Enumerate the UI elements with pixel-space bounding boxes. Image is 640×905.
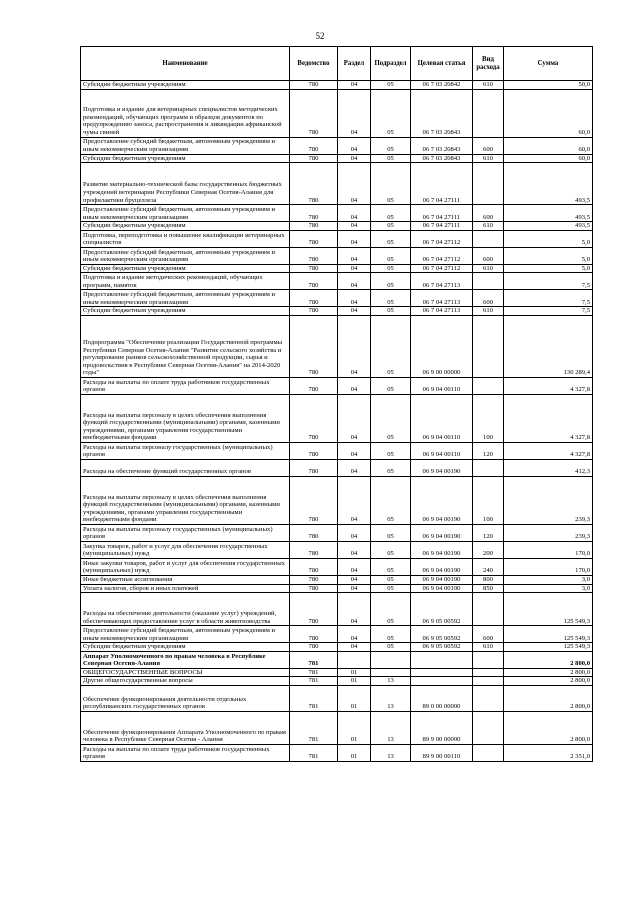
- cell-podrazdel: 13: [371, 677, 411, 686]
- cell-expense-type: 610: [473, 307, 504, 316]
- cell-expense-type: [473, 163, 504, 205]
- cell-razdel: 04: [338, 290, 371, 307]
- cell-name: Уплата налогов, сборов и иных платежей: [81, 584, 290, 593]
- table-row: [81, 154, 593, 163]
- table-row: [81, 230, 593, 247]
- cell-ved: 780: [290, 273, 338, 290]
- cell-sum: 125 549,3: [504, 643, 593, 652]
- cell-ved: 780: [290, 81, 338, 90]
- cell-ved: 781: [290, 685, 338, 711]
- cell-name: Расходы на выплаты персоналу государственных (муниципальных) органов: [81, 442, 290, 459]
- cell-expense-type: 600: [473, 205, 504, 222]
- cell-expense-type: [473, 89, 504, 137]
- cell-sum: 2 800,0: [504, 711, 593, 744]
- cell-name: Расходы на выплаты персоналу в целях обеспечения выполнения функций государственными (муниципальными) органами, казенными учреждениями, органами управления государственными внебюджетными фондами: [81, 476, 290, 524]
- cell-name: Предоставление субсидий бюджетным, автономным учреждениям и иным некоммерческим организациям: [81, 205, 290, 222]
- cell-ved: 780: [290, 394, 338, 442]
- cell-razdel: 04: [338, 81, 371, 90]
- cell-razdel: 04: [338, 230, 371, 247]
- table-row: [81, 247, 593, 264]
- table-row: [81, 651, 593, 668]
- cell-target-article: 06 9 05 00592: [411, 626, 473, 643]
- table-row: [81, 315, 593, 377]
- table-row: [81, 643, 593, 652]
- cell-razdel: 01: [338, 677, 371, 686]
- cell-target-article: 06 7 03 20842: [411, 81, 473, 90]
- cell-razdel: 01: [338, 685, 371, 711]
- table-row: [81, 222, 593, 231]
- cell-target-article: 06 7 04 27113: [411, 307, 473, 316]
- cell-target-article: [411, 668, 473, 677]
- cell-podrazdel: 05: [371, 541, 411, 558]
- cell-razdel: 01: [338, 744, 371, 761]
- cell-ved: 780: [290, 205, 338, 222]
- cell-razdel: 04: [338, 264, 371, 273]
- cell-expense-type: 600: [473, 137, 504, 154]
- cell-podrazdel: 05: [371, 315, 411, 377]
- cell-razdel: 04: [338, 626, 371, 643]
- cell-razdel: 04: [338, 584, 371, 593]
- cell-name: Расходы на выплаты по оплате труда работников государственных органов: [81, 744, 290, 761]
- col-header-summa: Сумма: [504, 47, 593, 81]
- cell-sum: 2 800,0: [504, 677, 593, 686]
- cell-podrazdel: 05: [371, 264, 411, 273]
- cell-podrazdel: 13: [371, 711, 411, 744]
- cell-podrazdel: 05: [371, 575, 411, 584]
- table-row: [81, 744, 593, 761]
- cell-name: Обеспечение функционирования Аппарата Уполномоченного по правам человека в Республике Северная Осетия - Алания: [81, 711, 290, 744]
- cell-name: Подготовка и издание для ветеринарных специалистов методических рекомендаций, обучающих программ и образцов документов по предупреждению заноса, распространения и ликвидации африканской чумы свиней: [81, 89, 290, 137]
- cell-razdel: 04: [338, 205, 371, 222]
- cell-target-article: 06 9 04 00110: [411, 394, 473, 442]
- cell-sum: 125 549,3: [504, 626, 593, 643]
- cell-name: Расходы на выплаты персоналу в целях обеспечения выполнения функций государственными (муниципальными) органами, казенными учреждениями, органами управления государственными внебюджетными фондами: [81, 394, 290, 442]
- cell-razdel: 04: [338, 154, 371, 163]
- cell-target-article: 06 9 04 00110: [411, 377, 473, 394]
- cell-podrazdel: 05: [371, 643, 411, 652]
- cell-name: Предоставление субсидий бюджетным, автономным учреждениям и иным некоммерческим организациям: [81, 290, 290, 307]
- cell-expense-type: [473, 230, 504, 247]
- cell-ved: 780: [290, 163, 338, 205]
- cell-razdel: [338, 651, 371, 668]
- cell-expense-type: [473, 744, 504, 761]
- cell-expense-type: 200: [473, 541, 504, 558]
- cell-sum: 125 549,3: [504, 593, 593, 626]
- cell-sum: 170,0: [504, 558, 593, 575]
- cell-ved: 780: [290, 222, 338, 231]
- cell-target-article: 06 9 04 00190: [411, 541, 473, 558]
- cell-podrazdel: 05: [371, 394, 411, 442]
- cell-name: Другие общегосударственные вопросы: [81, 677, 290, 686]
- cell-sum: 7,5: [504, 307, 593, 316]
- cell-target-article: 06 9 04 00190: [411, 459, 473, 476]
- cell-sum: 60,0: [504, 137, 593, 154]
- header-row: [81, 47, 593, 81]
- cell-target-article: 89 9 00 00000: [411, 711, 473, 744]
- cell-name: Предоставление субсидий бюджетным, автономным учреждениям и иным некоммерческим организациям: [81, 626, 290, 643]
- table-row: [81, 626, 593, 643]
- cell-podrazdel: [371, 668, 411, 677]
- cell-sum: 493,5: [504, 222, 593, 231]
- cell-name: Субсидии бюджетным учреждениям: [81, 81, 290, 90]
- cell-podrazdel: 05: [371, 377, 411, 394]
- cell-expense-type: 610: [473, 643, 504, 652]
- cell-podrazdel: 05: [371, 459, 411, 476]
- cell-ved: 781: [290, 651, 338, 668]
- cell-razdel: 04: [338, 273, 371, 290]
- budget-table: [80, 46, 593, 762]
- cell-sum: 5,0: [504, 230, 593, 247]
- cell-name: Иные бюджетные ассигнования: [81, 575, 290, 584]
- table-row: [81, 290, 593, 307]
- cell-target-article: 06 7 04 27111: [411, 222, 473, 231]
- table-row: [81, 205, 593, 222]
- cell-ved: 780: [290, 584, 338, 593]
- cell-target-article: 06 7 04 27111: [411, 205, 473, 222]
- cell-podrazdel: 05: [371, 205, 411, 222]
- cell-podrazdel: 05: [371, 222, 411, 231]
- cell-ved: 780: [290, 558, 338, 575]
- cell-expense-type: [473, 685, 504, 711]
- table-row: [81, 711, 593, 744]
- cell-name: Субсидии бюджетным учреждениям: [81, 264, 290, 273]
- cell-sum: 50,0: [504, 81, 593, 90]
- table-row: [81, 273, 593, 290]
- cell-target-article: 06 7 03 20843: [411, 137, 473, 154]
- cell-podrazdel: 05: [371, 247, 411, 264]
- cell-podrazdel: 05: [371, 626, 411, 643]
- cell-ved: 780: [290, 575, 338, 584]
- cell-sum: 7,5: [504, 273, 593, 290]
- table-row: [81, 558, 593, 575]
- cell-expense-type: 610: [473, 81, 504, 90]
- cell-name: Субсидии бюджетным учреждениям: [81, 222, 290, 231]
- cell-sum: 239,3: [504, 476, 593, 524]
- cell-name: Субсидии бюджетным учреждениям: [81, 643, 290, 652]
- cell-sum: 2 800,0: [504, 668, 593, 677]
- cell-name: Подпрограмма "Обеспечение реализации Государственной программы Республики Северная Осетия-Алания "Развитие сельского хозяйства и регулирование рынков сельскохозяйственной продукции, сырья и продовольствия в Республике Северная Осетия-Алания" на 2014-2020 годы": [81, 315, 290, 377]
- cell-sum: 3,0: [504, 584, 593, 593]
- cell-sum: 239,3: [504, 524, 593, 541]
- cell-target-article: 06 7 04 27112: [411, 230, 473, 247]
- cell-podrazdel: 13: [371, 744, 411, 761]
- cell-expense-type: [473, 273, 504, 290]
- cell-name: Предоставление субсидий бюджетным, автономным учреждениям и иным некоммерческим организациям: [81, 247, 290, 264]
- cell-razdel: 04: [338, 222, 371, 231]
- cell-razdel: 04: [338, 394, 371, 442]
- cell-razdel: 04: [338, 524, 371, 541]
- cell-target-article: 06 7 04 27112: [411, 264, 473, 273]
- cell-ved: 780: [290, 290, 338, 307]
- cell-razdel: 01: [338, 668, 371, 677]
- table-row: [81, 137, 593, 154]
- cell-ved: 781: [290, 711, 338, 744]
- cell-podrazdel: 05: [371, 558, 411, 575]
- cell-razdel: 04: [338, 575, 371, 584]
- cell-expense-type: 100: [473, 476, 504, 524]
- cell-podrazdel: 05: [371, 163, 411, 205]
- cell-target-article: 06 9 04 00190: [411, 558, 473, 575]
- cell-sum: 2 800,0: [504, 685, 593, 711]
- cell-sum: 60,0: [504, 89, 593, 137]
- cell-expense-type: [473, 315, 504, 377]
- cell-ved: 780: [290, 89, 338, 137]
- cell-expense-type: 800: [473, 575, 504, 584]
- page-number: 52: [315, 31, 325, 41]
- cell-ved: 780: [290, 377, 338, 394]
- cell-razdel: 04: [338, 442, 371, 459]
- cell-ved: 780: [290, 264, 338, 273]
- cell-expense-type: [473, 668, 504, 677]
- table-row: [81, 442, 593, 459]
- table-row: [81, 593, 593, 626]
- table-row: [81, 307, 593, 316]
- cell-expense-type: [473, 459, 504, 476]
- cell-expense-type: 100: [473, 394, 504, 442]
- cell-target-article: 06 9 04 00190: [411, 524, 473, 541]
- table-row: [81, 584, 593, 593]
- cell-ved: 780: [290, 315, 338, 377]
- cell-sum: 2 800,0: [504, 651, 593, 668]
- table-row: [81, 163, 593, 205]
- cell-razdel: 04: [338, 137, 371, 154]
- cell-target-article: 06 9 04 00110: [411, 442, 473, 459]
- cell-podrazdel: 05: [371, 307, 411, 316]
- cell-razdel: 04: [338, 459, 371, 476]
- table-row: [81, 575, 593, 584]
- cell-sum: 4 327,8: [504, 377, 593, 394]
- cell-podrazdel: 05: [371, 584, 411, 593]
- cell-target-article: [411, 677, 473, 686]
- cell-expense-type: 600: [473, 247, 504, 264]
- cell-ved: 781: [290, 668, 338, 677]
- cell-expense-type: [473, 651, 504, 668]
- cell-podrazdel: 05: [371, 89, 411, 137]
- cell-expense-type: 600: [473, 626, 504, 643]
- cell-target-article: 06 7 04 27113: [411, 273, 473, 290]
- cell-name: Закупка товаров, работ и услуг для обеспечения государственных (муниципальных) нужд: [81, 541, 290, 558]
- cell-ved: 780: [290, 593, 338, 626]
- cell-podrazdel: 05: [371, 137, 411, 154]
- table-row: [81, 377, 593, 394]
- cell-razdel: 04: [338, 593, 371, 626]
- table-row: [81, 677, 593, 686]
- cell-target-article: 06 7 03 20843: [411, 154, 473, 163]
- cell-name: Иные закупки товаров, работ и услуг для обеспечения государственных (муниципальных) нужд: [81, 558, 290, 575]
- cell-ved: 780: [290, 442, 338, 459]
- cell-ved: 781: [290, 677, 338, 686]
- cell-expense-type: [473, 593, 504, 626]
- table-body: [81, 81, 593, 762]
- cell-ved: 780: [290, 541, 338, 558]
- cell-ved: 780: [290, 459, 338, 476]
- cell-expense-type: [473, 377, 504, 394]
- cell-expense-type: 610: [473, 222, 504, 231]
- cell-ved: 780: [290, 524, 338, 541]
- cell-expense-type: 240: [473, 558, 504, 575]
- cell-sum: 4 327,8: [504, 442, 593, 459]
- col-header-ved: Ведомство: [290, 47, 338, 81]
- table-row: [81, 264, 593, 273]
- cell-ved: 781: [290, 744, 338, 761]
- cell-name: Предоставление субсидий бюджетным, автономным учреждениям и иным некоммерческим организациям: [81, 137, 290, 154]
- cell-razdel: 04: [338, 643, 371, 652]
- cell-sum: 493,5: [504, 205, 593, 222]
- cell-name: Расходы на обеспечение деятельности (оказание услуг) учреждений, обеспечивающих предоставление услуг в области животноводства: [81, 593, 290, 626]
- cell-ved: 780: [290, 137, 338, 154]
- cell-sum: 60,0: [504, 154, 593, 163]
- cell-podrazdel: 05: [371, 476, 411, 524]
- cell-name: Расходы на выплаты персоналу государственных (муниципальных) органов: [81, 524, 290, 541]
- cell-expense-type: 850: [473, 584, 504, 593]
- cell-podrazdel: 05: [371, 230, 411, 247]
- cell-razdel: 04: [338, 163, 371, 205]
- cell-sum: 130 289,4: [504, 315, 593, 377]
- cell-ved: 780: [290, 154, 338, 163]
- table-row: [81, 476, 593, 524]
- table-row: [81, 685, 593, 711]
- cell-ved: 780: [290, 476, 338, 524]
- cell-expense-type: [473, 711, 504, 744]
- cell-target-article: 06 7 04 27113: [411, 290, 473, 307]
- col-header-podrazdel: Подраздел: [371, 47, 411, 81]
- table-row: [81, 668, 593, 677]
- cell-sum: 7,5: [504, 290, 593, 307]
- cell-sum: 2 351,0: [504, 744, 593, 761]
- cell-ved: 780: [290, 247, 338, 264]
- cell-ved: 780: [290, 643, 338, 652]
- cell-target-article: 06 7 04 27112: [411, 247, 473, 264]
- cell-podrazdel: 05: [371, 593, 411, 626]
- cell-podrazdel: 05: [371, 524, 411, 541]
- cell-expense-type: 600: [473, 290, 504, 307]
- cell-ved: 780: [290, 230, 338, 247]
- cell-name: ОБЩЕГОСУДАРСТВЕННЫЕ ВОПРОСЫ: [81, 668, 290, 677]
- cell-name: Подготовка и издание методических рекомендаций, обучающих программ, памяток: [81, 273, 290, 290]
- cell-target-article: 06 9 04 00190: [411, 584, 473, 593]
- cell-razdel: 04: [338, 476, 371, 524]
- cell-target-article: [411, 651, 473, 668]
- cell-sum: 3,0: [504, 575, 593, 584]
- cell-sum: 5,0: [504, 264, 593, 273]
- cell-target-article: 06 9 05 00592: [411, 643, 473, 652]
- cell-expense-type: 610: [473, 264, 504, 273]
- cell-name: Подготовка, переподготовка и повышение квалификации ветеринарных специалистов: [81, 230, 290, 247]
- cell-target-article: 06 7 04 27111: [411, 163, 473, 205]
- cell-razdel: 04: [338, 558, 371, 575]
- cell-expense-type: 120: [473, 442, 504, 459]
- cell-razdel: 04: [338, 247, 371, 264]
- col-header-razdel: Раздел: [338, 47, 371, 81]
- cell-podrazdel: 05: [371, 290, 411, 307]
- cell-podrazdel: 05: [371, 442, 411, 459]
- cell-razdel: 01: [338, 711, 371, 744]
- cell-razdel: 04: [338, 89, 371, 137]
- cell-podrazdel: [371, 651, 411, 668]
- table-row: [81, 524, 593, 541]
- cell-name: Субсидии бюджетным учреждениям: [81, 307, 290, 316]
- table-row: [81, 89, 593, 137]
- cell-sum: 5,0: [504, 247, 593, 264]
- cell-target-article: 06 9 00 00000: [411, 315, 473, 377]
- cell-target-article: 06 7 03 20843: [411, 89, 473, 137]
- cell-podrazdel: 05: [371, 273, 411, 290]
- cell-target-article: 06 9 04 00190: [411, 575, 473, 584]
- cell-razdel: 04: [338, 377, 371, 394]
- table-row: [81, 459, 593, 476]
- table-row: [81, 394, 593, 442]
- cell-expense-type: 120: [473, 524, 504, 541]
- cell-target-article: 06 9 04 00190: [411, 476, 473, 524]
- cell-name: Развитие материально-технической базы государственных бюджетных учреждений ветеринарии Республики Северная Осетия-Алания для профилактики бруцеллеза: [81, 163, 290, 205]
- cell-razdel: 04: [338, 307, 371, 316]
- table-row: [81, 541, 593, 558]
- cell-target-article: 89 0 00 00000: [411, 685, 473, 711]
- cell-sum: 4 327,8: [504, 394, 593, 442]
- cell-expense-type: [473, 677, 504, 686]
- cell-target-article: 06 9 05 00592: [411, 593, 473, 626]
- cell-name: Обеспечение функционирования деятельности отдельных республиканских государственных органов: [81, 685, 290, 711]
- cell-name: Расходы на обеспечение функций государственных органов: [81, 459, 290, 476]
- cell-name: Субсидии бюджетным учреждениям: [81, 154, 290, 163]
- cell-podrazdel: 05: [371, 81, 411, 90]
- cell-podrazdel: 05: [371, 154, 411, 163]
- col-header-name: Наименование: [81, 47, 290, 81]
- table-row: [81, 81, 593, 90]
- cell-expense-type: 610: [473, 154, 504, 163]
- cell-name: Аппарат Уполномоченного по правам человека в Республике Северная Осетия-Алания: [81, 651, 290, 668]
- cell-ved: 780: [290, 307, 338, 316]
- cell-name: Расходы на выплаты по оплате труда работников государственных органов: [81, 377, 290, 394]
- cell-sum: 170,0: [504, 541, 593, 558]
- cell-sum: 493,5: [504, 163, 593, 205]
- cell-podrazdel: 13: [371, 685, 411, 711]
- col-header-vid: Вид расхода: [473, 47, 504, 81]
- cell-ved: 780: [290, 626, 338, 643]
- cell-sum: 412,3: [504, 459, 593, 476]
- cell-razdel: 04: [338, 315, 371, 377]
- cell-razdel: 04: [338, 541, 371, 558]
- cell-target-article: 89 9 00 00110: [411, 744, 473, 761]
- col-header-celevaya: Целевая статья: [411, 47, 473, 81]
